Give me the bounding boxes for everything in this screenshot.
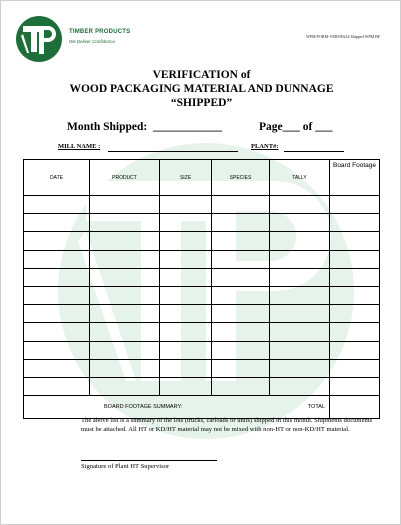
table-cell[interactable] [24,323,90,341]
mill-name-input-line[interactable] [108,151,238,152]
form-title-line-1: VERIFICATION of [152,69,251,81]
total-label: TOTAL [307,404,325,411]
summary-note: The above list is a summary of the lots (trucks, carloads or units) shipped in this month. Shipments documents must be attached. All HT or KD/HT material may not be mixed with non-HT or non-KD/HT material. [81,417,373,434]
table-cell[interactable] [160,196,212,214]
table-cell[interactable] [90,286,160,304]
table-cell[interactable] [90,214,160,232]
table-row [24,268,380,286]
table-row [24,377,380,395]
board-footage-summary-label: BOARD FOOTAGE SUMMARY: [104,404,183,411]
table-cell[interactable] [90,196,160,214]
table-cell[interactable] [90,341,160,359]
table-cell[interactable] [212,341,270,359]
table-row [24,196,380,214]
table-cell[interactable] [160,214,212,232]
table-cell[interactable] [212,305,270,323]
table-cell[interactable] [330,196,380,214]
table-cell[interactable] [330,323,380,341]
table-cell[interactable] [330,377,380,395]
table-cell[interactable] [270,196,330,214]
table-header-row [24,160,380,196]
table-cell[interactable] [24,305,90,323]
table-cell[interactable] [270,268,330,286]
table-cell[interactable] [90,305,160,323]
table-cell[interactable] [330,268,380,286]
table-row [24,214,380,232]
table-cell[interactable] [160,377,212,395]
table-cell[interactable] [160,323,212,341]
table-cell[interactable] [330,341,380,359]
table-cell[interactable] [160,359,212,377]
table-cell[interactable] [24,268,90,286]
column-header-board-footage: Board Footage [330,160,380,196]
table-cell[interactable] [90,323,160,341]
table-row [24,359,380,377]
table-cell[interactable] [212,232,270,250]
column-header-tally: TALLY [270,160,330,196]
table-cell[interactable] [212,359,270,377]
table-cell[interactable] [270,214,330,232]
table-cell[interactable] [270,377,330,395]
table-cell[interactable] [90,377,160,395]
table-cell[interactable] [212,377,270,395]
table-cell[interactable] [270,341,330,359]
shipment-table [23,159,380,419]
table-cell[interactable] [212,323,270,341]
table-cell[interactable] [212,214,270,232]
column-header-species: SPECIES [212,160,270,196]
table-cell[interactable] [212,268,270,286]
table-row [24,305,380,323]
table-cell[interactable] [330,232,380,250]
signature-line[interactable] [81,460,217,461]
table-cell[interactable] [330,305,380,323]
table-cell[interactable] [270,232,330,250]
mill-name-label: MILL NAME : [58,143,101,150]
timber-products-logo-icon [15,15,63,63]
table-cell[interactable] [90,359,160,377]
table-cell[interactable] [24,359,90,377]
document-code: WPM-FORM-VER190214 Shipped WPM BF [305,34,380,39]
table-cell[interactable] [270,359,330,377]
table-cell[interactable] [212,286,270,304]
table-cell[interactable] [24,341,90,359]
table-cell[interactable] [160,232,212,250]
table-cell[interactable] [330,359,380,377]
plant-number-label: PLANT#: [251,143,279,150]
table-cell[interactable] [90,250,160,268]
table-row [24,232,380,250]
brand-tagline: We Deliver Confidence. [69,39,117,44]
table-cell[interactable] [270,305,330,323]
table-row [24,341,380,359]
table-row [24,286,380,304]
table-cell[interactable] [270,250,330,268]
page-number-field[interactable]: Page___ of ___ [259,121,333,133]
table-cell[interactable] [330,214,380,232]
brand-name: TIMBER PRODUCTS [69,29,131,35]
table-cell[interactable] [24,214,90,232]
table-cell[interactable] [160,341,212,359]
table-cell[interactable] [330,286,380,304]
table-cell[interactable] [212,196,270,214]
table-cell[interactable] [24,250,90,268]
column-header-date: DATE [24,160,90,196]
table-cell[interactable] [90,268,160,286]
table-cell[interactable] [160,305,212,323]
table-cell[interactable] [160,286,212,304]
table-cell[interactable] [330,250,380,268]
table-cell[interactable] [270,286,330,304]
table-cell[interactable] [24,232,90,250]
table-cell[interactable] [90,232,160,250]
table-cell[interactable] [160,268,212,286]
table-row [24,250,380,268]
signature-label: Signature of Plant HT Supervisor [81,463,170,470]
month-shipped-field[interactable]: Month Shipped: ____________ [67,121,222,133]
form-title-line-3: “SHIPPED” [170,97,233,109]
table-cell[interactable] [24,196,90,214]
table-cell[interactable] [212,250,270,268]
table-row [24,323,380,341]
table-cell[interactable] [160,250,212,268]
column-header-size: SIZE [160,160,212,196]
table-cell[interactable] [270,323,330,341]
form-title-line-2: WOOD PACKAGING MATERIAL AND DUNNAGE [69,83,334,95]
column-header-product: PRODUCT [90,160,160,196]
table-cell[interactable] [24,377,90,395]
plant-number-input-line[interactable] [284,151,344,152]
table-cell[interactable] [24,286,90,304]
